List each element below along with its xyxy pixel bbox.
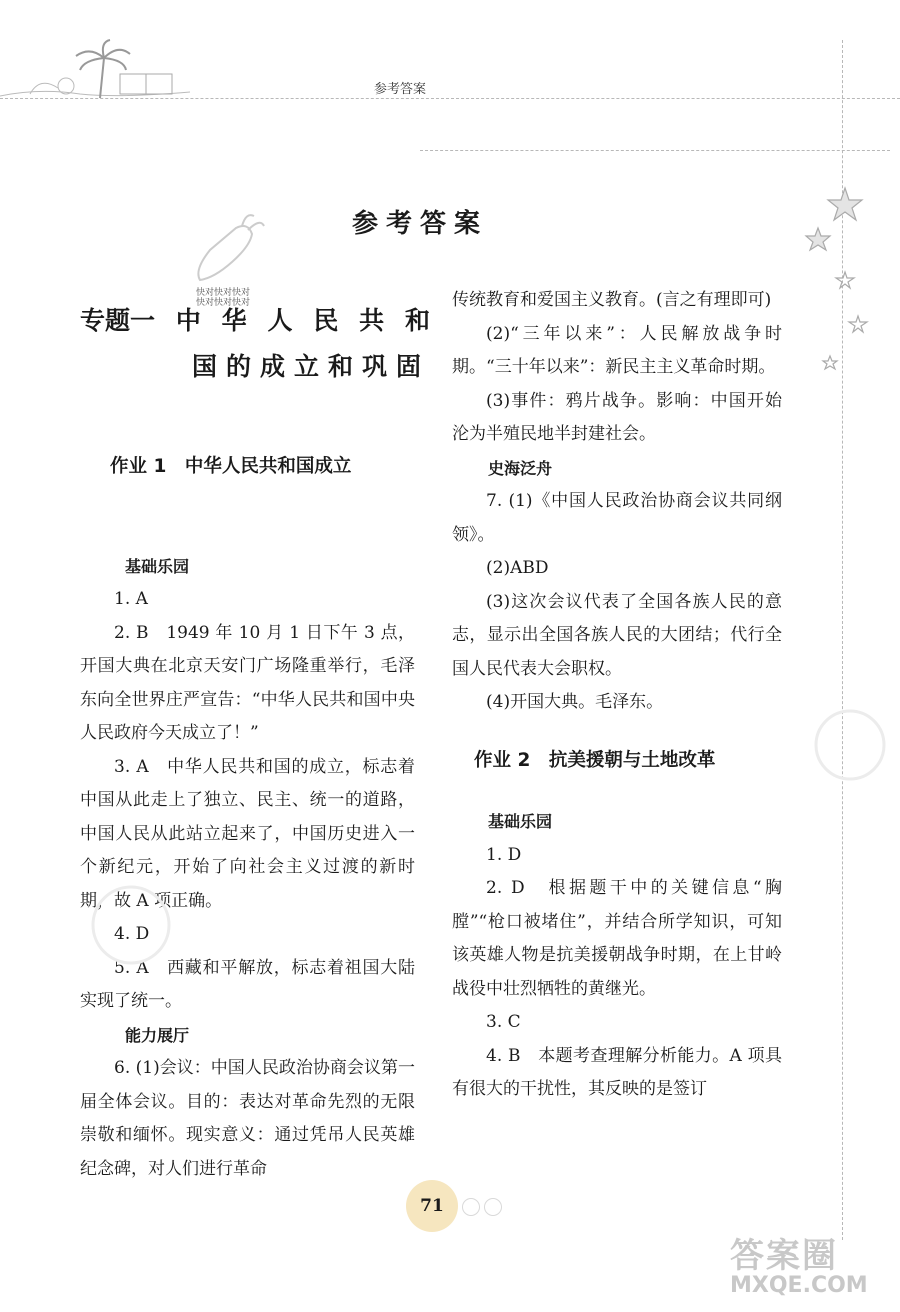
answer-6-2: (2)“三年以来”：人民解放战争时期。“三十年以来”：新民主主义革命时期。 <box>452 323 782 377</box>
answer-7-2: (2)ABD <box>486 558 549 578</box>
section-basic-1: 基础乐园 <box>125 556 190 576</box>
page-title: 参考答案 <box>351 209 488 239</box>
left-column <box>80 450 415 1186</box>
topic-line2: 国的成立和巩固 <box>191 352 430 381</box>
homework-1-title: 作业 1 中华人民共和国成立 <box>110 456 352 477</box>
running-header: 参考答案 <box>373 82 426 97</box>
homework-2-title: 作业 2 抗美援朝与土地改革 <box>474 749 716 771</box>
answer-4: 4. D <box>114 924 150 944</box>
topic-line1: 专题一 中 华 人 民 共 和 <box>80 306 430 335</box>
answer-6: 6. (1)会议：中国人民政治协商会议第一届全体会议。目的：表达对革命先烈的无限崇敬和缅怀。现实意义：通过凭吊人民英雄纪念碑，对人们进行革命 <box>80 1058 415 1179</box>
watermark-stamp <box>86 880 176 970</box>
answer-5: 5. A 西藏和平解放，标志着祖国大陆实现了统一。 <box>80 957 415 1011</box>
header-divider <box>0 98 900 99</box>
answer-b3: 3. C <box>486 1012 521 1032</box>
answer-b2: 2. D 根据题干中的关键信息“胸膛”“枪口被堵住”，并结合所学知识，可知该英雄人物是抗美援朝战争时期，在上甘岭战役中壮烈牺牲的黄继光。 <box>452 878 782 999</box>
answer-b1: 1. D <box>486 844 522 865</box>
section-basic-2: 基础乐园 <box>488 812 553 831</box>
watermark-stamp <box>810 700 890 790</box>
answer-7-4: (4)开国大典。毛泽东。 <box>486 692 664 712</box>
header-divider-lower <box>420 150 890 151</box>
answer-1: 1. A <box>114 589 148 609</box>
page-dot <box>484 1198 502 1216</box>
section-ability: 能力展厅 <box>125 1025 190 1045</box>
site-watermark-logo: 答案圈 MXQE.COM <box>730 1236 868 1298</box>
page-number: 71 <box>406 1180 458 1232</box>
answer-7-3: (3)这次会议代表了全国各族人民的意志，显示出全国各族人民的大团结；代行全国人民代表大会职权。 <box>452 591 782 679</box>
page-dot <box>462 1198 480 1216</box>
answer-6-3: (3)事件：鸦片战争。影响：中国开始沦为半殖民地半封建社会。 <box>452 390 782 444</box>
answer-2: 2. B 1949 年 10 月 1 日下午 3 点，开国大典在北京天安门广场隆重举行，毛泽东向全世界庄严宣告：“中华人民共和国中央人民政府今天成立了！” <box>80 622 415 743</box>
answer-6-cont: 传统教育和爱国主义教育。(言之有理即可) <box>452 290 772 310</box>
topic-heading <box>80 298 430 390</box>
answer-b4: 4. B 本题考查理解分析能力。A 项具有很大的干扰性，其反映的是签订 <box>452 1045 782 1099</box>
right-column <box>452 284 782 1107</box>
answer-3: 3. A 中华人民共和国的成立，标志着中国从此走上了独立、民主、统一的道路，中国人民从此站立起来了，中国历史进入一个新纪元，开始了向社会主义过渡的新时期，故 A 项正确。 <box>80 756 415 911</box>
answer-7-1: 7. (1)《中国人民政治协商会议共同纲领》。 <box>452 491 782 545</box>
section-history: 史海泛舟 <box>488 458 553 478</box>
watermark-tiny: 快对快对快对 快对快对快对 <box>196 288 251 308</box>
